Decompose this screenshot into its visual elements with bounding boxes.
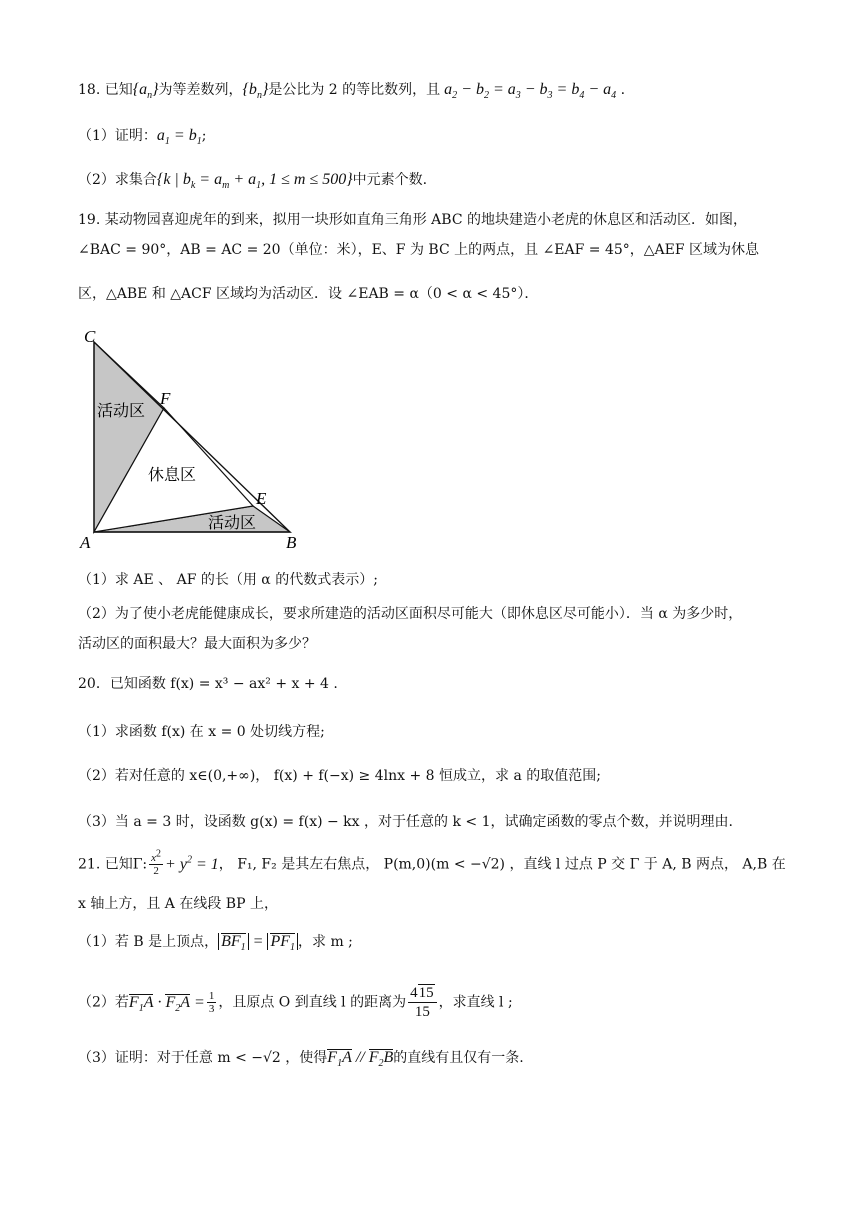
q21-stem-b: ， F₁, F₂ 是其左右焦点， P(m,0)(m < −√2) ，直线 l 过点 P 交 Γ 于 A, B 两点， A,B 在: [218, 856, 786, 873]
q20-part3: （3）当 a = 3 时，设函数 g(x) = f(x) − kx ，对于任意的 k < 1，试确定函数的零点个数，并说明理由.: [78, 814, 733, 830]
region-label-rest: 休息区: [148, 467, 197, 484]
q18-part2: （2）求集合{k | $b_k = a_m + a_1$, 1 ≤ m ≤ 500}中元素个数.: [78, 171, 428, 192]
q20-stem: 20．已知函数 f(x) = x³ − ax² + x + 4 .: [78, 676, 338, 692]
q19-line3: 区，△ABE 和 △ACF 区域均为活动区．设 ∠EAB = α（0 < α < 45°）．: [78, 286, 539, 302]
q21-part2: （2）若$F_1A \cdot F_2A$ = $\frac{1}{3}$ ，且原点 O 到直线 l 的距离为 $\frac{415}{15}$ ，求直线 l ;: [78, 985, 513, 1020]
label-b: B: [286, 533, 297, 552]
q21-part2-c: ，求直线 l ;: [438, 994, 513, 1011]
q19-line2: ∠BAC = 90°，AB = AC = 20（单位：米），E、F 为 BC 上的两点，且 ∠EAF = 45°，△AEF 区域为休息: [78, 242, 760, 258]
q21-one-third: $\frac{1}{3}$: [208, 990, 215, 1015]
q18-stem: 18. 已知$\{a_n\}$为等差数列，$\{b_n\}$是公比为 2 的等比数列，且 $a_2 - b_2 = a_3 - b_3 = b_4 - a_4$ .: [78, 81, 626, 102]
label-e: E: [256, 489, 267, 508]
q21-part3-b: 的直线有且仅有一条.: [393, 1050, 524, 1066]
q21-stem-line2: x 轴上方，且 A 在线段 BP 上，: [78, 896, 278, 912]
label-f: F: [160, 389, 171, 408]
q19-line1: 19. 某动物园喜迎虎年的到来，拟用一块形如直角三角形 ABC 的地块建造小老虎的休息区和活动区．如图，: [78, 212, 747, 228]
q21-part3: （3）证明：对于任意 m < −√2 ，使得$F_1A // F_2B$的直线有且仅有一条.: [78, 1049, 524, 1070]
q21-part3-a: （3）证明：对于任意 m < −√2 ，使得: [78, 1050, 328, 1066]
q20-part1: （1）求函数 f(x) 在 x = 0 处切线方程;: [78, 724, 325, 740]
q18-text-a: 已知: [104, 82, 133, 98]
q19-part2-line2: 活动区的面积最大？最大面积为多少？: [78, 636, 316, 652]
q18-part2-label: （2）求集合: [78, 172, 157, 188]
region-label-active-2: 活动区: [208, 515, 257, 532]
q18-part1: （1）证明：$a_1 = b_1$;: [78, 127, 207, 148]
q21-part1-a: （1）若 B 是上顶点，: [78, 934, 219, 950]
q20-part2: （2）若对任意的 x∈(0,+∞)， f(x) + f(−x) ≥ 4lnx + 8 恒成立，求 a 的取值范围;: [78, 768, 601, 784]
q21-part2-a: （2）若: [78, 994, 129, 1011]
q18-text-c: 是公比为 2 的等比数列，且: [268, 82, 441, 98]
q19-part1: （1）求 AE 、 AF 的长（用 α 的代数式表示）;: [78, 572, 378, 588]
q21-ellipse-frac: $\frac{x^2}{2}$: [151, 848, 162, 877]
q18-part2-tail: 中元素个数.: [352, 172, 428, 188]
q21-stem: 21. 已知Γ: $\frac{x^2}{2}$ + $y^2 = 1$， F₁, F₂ 是其左右焦点， P(m,0)(m < −√2) ，直线 l 过点 P 交 Γ 于 A, B 两点， A,B 在: [78, 848, 786, 877]
q19-part2-line1: （2）为了使小老虎能健康成长，要求所建造的活动区面积尽可能大（即休息区尽可能小）．当 α 为多少时，: [78, 606, 743, 622]
q21-part1: （1）若 B 是上顶点， $BF_1 = PF_1$ ，求 m ;: [78, 933, 353, 954]
q18-number: 18.: [78, 82, 105, 98]
q21-distance-frac: $\frac{415}{15}$: [408, 984, 437, 1021]
q21-stem-a: 21. 已知Γ:: [78, 856, 148, 873]
triangle-figure: [78, 322, 318, 554]
label-c: C: [84, 327, 96, 346]
q18-text-b: 为等差数列，: [158, 82, 243, 98]
q21-part2-b: ，且原点 O 到直线 l 的距离为: [218, 994, 407, 1011]
q21-part1-b: ，求 m ;: [298, 934, 353, 950]
label-a: A: [80, 533, 91, 552]
region-label-active-1: 活动区: [97, 403, 146, 420]
q18-part1-label: （1）证明：: [78, 128, 157, 144]
